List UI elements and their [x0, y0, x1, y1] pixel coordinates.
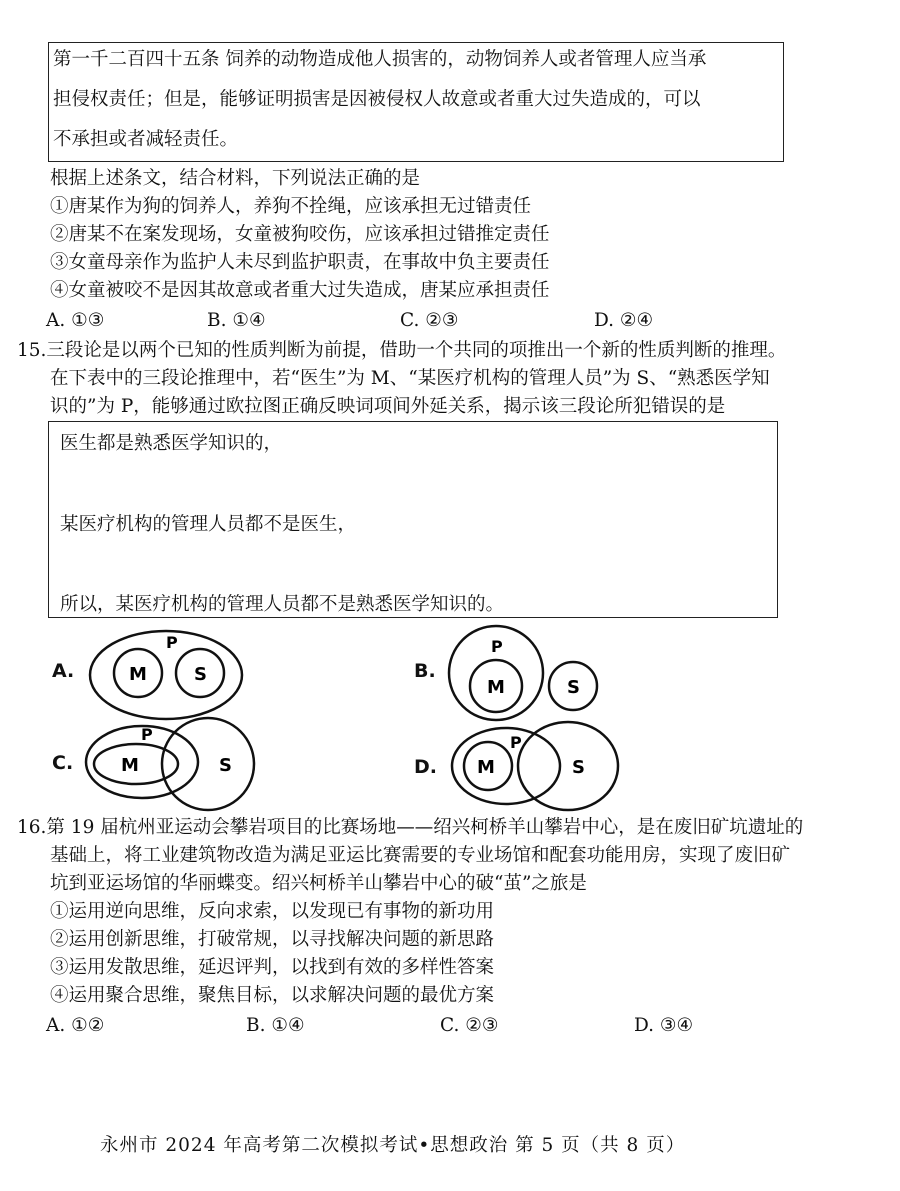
euler-diagram-d[interactable] [450, 718, 620, 818]
diagram-a-label: A. [52, 660, 75, 682]
q16-statement: ②运用创新思维，打破常规，以寻找解决问题的新思路 [50, 929, 495, 950]
q14-statement: ④女童被咬不是因其故意或者重大过失造成，唐某应承担责任 [50, 280, 550, 301]
q16-statement: ④运用聚合思维，聚焦目标，以求解决问题的最优方案 [50, 985, 495, 1006]
q16-option-c: C. ②③ [440, 1015, 499, 1036]
label-p: P [166, 633, 178, 652]
q14-option-a: A. ①③ [46, 310, 105, 331]
q14-statement: ①唐某作为狗的饲养人，养狗不拴绳，应该承担无过错责任 [50, 196, 532, 217]
label-s: S [572, 757, 585, 778]
q15-stem: 在下表中的三段论推理中，若“医生”为 M、“某医疗机构的管理人员”为 S、“熟悉医学知 [50, 368, 770, 389]
article-line: 不承担或者减轻责任。 [53, 129, 239, 150]
q15-stem: 识的”为 P，能够通过欧拉图正确反映词项间外延关系，揭示该三段论所犯错误的是 [50, 396, 726, 417]
label-m: M [129, 664, 147, 685]
q16-statement: ①运用逆向思维，反向求索，以发现已有事物的新功用 [50, 901, 495, 922]
q14-option-d: D. ②④ [594, 310, 654, 331]
euler-diagram-b[interactable] [446, 624, 606, 724]
q16-statement: ③运用发散思维，延迟评判，以找到有效的多样性答案 [50, 957, 495, 978]
diagram-b-label: B. [414, 660, 436, 682]
label-s: S [219, 755, 232, 776]
q16-option-b: B. ①④ [246, 1015, 305, 1036]
circle-s [162, 718, 254, 810]
q14-option-c: C. ②③ [400, 310, 459, 331]
circle-s [518, 722, 618, 810]
diagram-c-label: C. [52, 752, 74, 774]
q16-stem: 基础上，将工业建筑物改造为满足亚运比赛需要的专业场馆和配套功能用房，实现了废旧矿 [50, 845, 791, 866]
label-s: S [194, 664, 207, 685]
article-line: 第一千二百四十五条 饲养的动物造成他人损害的，动物饲养人或者管理人应当承 [53, 49, 707, 70]
label-p: P [510, 733, 522, 752]
label-s: S [567, 677, 580, 698]
q14-prompt: 根据上述条文，结合材料，下列说法正确的是 [50, 168, 421, 189]
article-line: 担侵权责任；但是，能够证明损害是因被侵权人故意或者重大过失造成的，可以 [53, 89, 701, 110]
label-m: M [121, 755, 139, 776]
diagram-d-label: D. [414, 756, 437, 778]
q15-stem: 15.三段论是以两个已知的性质判断为前提，借助一个共同的项推出一个新的性质判断的推理。 [17, 340, 787, 361]
circle-p [452, 728, 560, 804]
q14-option-b: B. ①④ [207, 310, 266, 331]
syllogism-minor-premise: 某医疗机构的管理人员都不是医生， [60, 514, 357, 535]
label-p: P [141, 725, 153, 744]
euler-diagram-c[interactable] [80, 716, 260, 816]
syllogism-major-premise: 医生都是熟悉医学知识的， [60, 433, 283, 454]
q16-option-a: A. ①② [46, 1015, 105, 1036]
q16-stem: 16.第 19 届杭州亚运动会攀岩项目的比赛场地——绍兴柯桥羊山攀岩中心，是在废旧矿坑遗址的 [17, 817, 804, 838]
q16-option-d: D. ③④ [634, 1015, 694, 1036]
q14-statement: ②唐某不在案发现场，女童被狗咬伤，应该承担过错推定责任 [50, 224, 550, 245]
label-m: M [487, 677, 505, 698]
q16-stem: 坑到亚运场馆的华丽蝶变。绍兴柯桥羊山攀岩中心的破“茧”之旅是 [50, 873, 587, 894]
label-m: M [477, 757, 495, 778]
syllogism-conclusion: 所以，某医疗机构的管理人员都不是熟悉医学知识的。 [60, 594, 505, 615]
q14-statement: ③女童母亲作为监护人未尽到监护职责，在事故中负主要责任 [50, 252, 550, 273]
euler-diagram-a[interactable] [86, 626, 256, 726]
page-footer: 永州市 2024 年高考第二次模拟考试•思想政治 第 5 页（共 8 页） [100, 1135, 686, 1156]
label-p: P [491, 637, 503, 656]
